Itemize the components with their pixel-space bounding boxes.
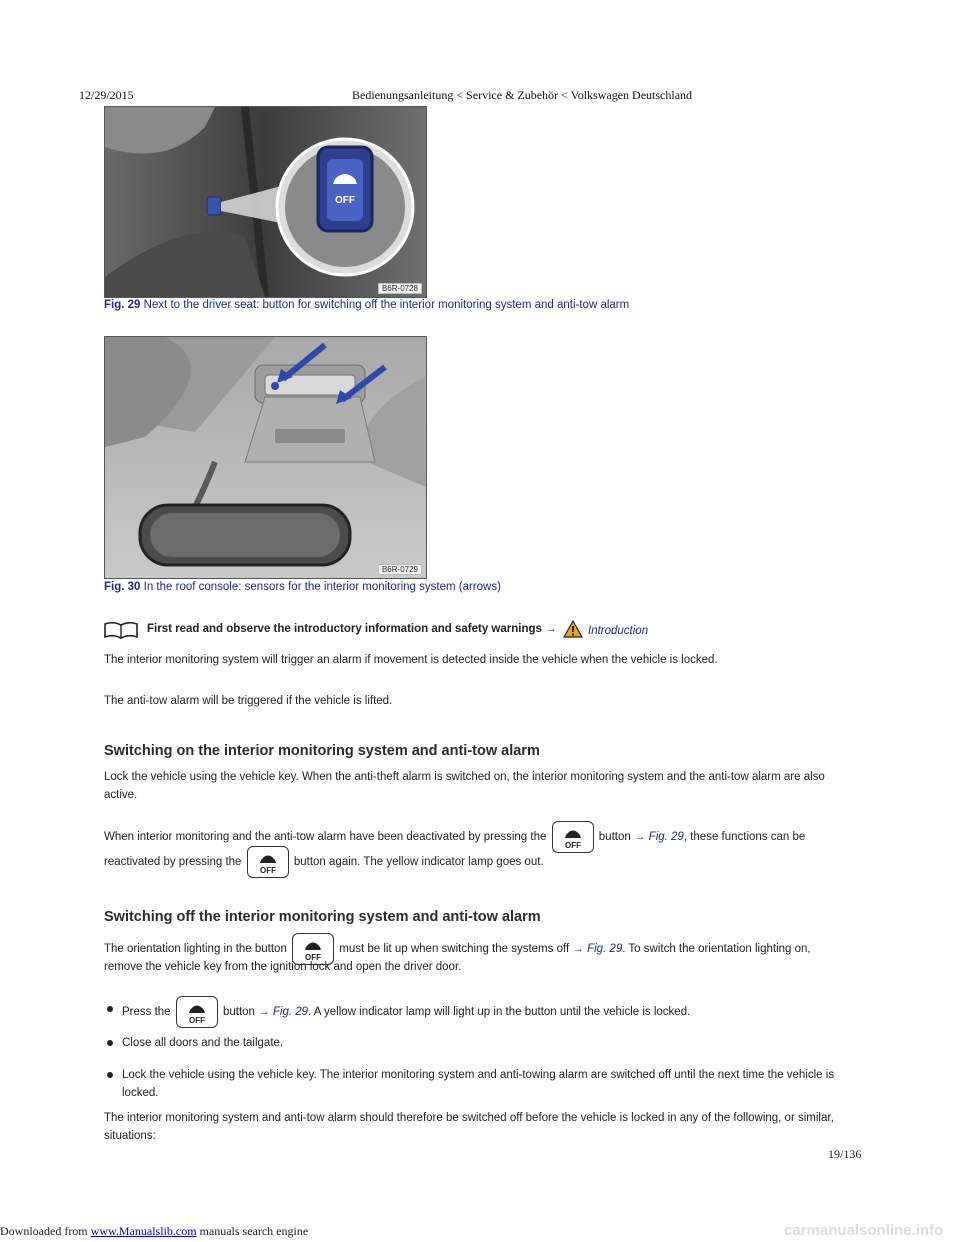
fig-29-link[interactable]: → Fig. 29 bbox=[258, 1006, 309, 1019]
text-segment: When interior monitoring and the anti-tow alarm have been deactivated by pressing the bbox=[104, 831, 547, 844]
footer-prefix: Downloaded from bbox=[0, 1224, 88, 1238]
text-segment: The orientation lighting in the button bbox=[104, 943, 287, 956]
paragraph-orientation-line2: remove the vehicle key from the ignition lock and open the driver door. bbox=[104, 961, 462, 973]
figure-30-label: Fig. 30 bbox=[104, 581, 141, 593]
bullet-lock-vehicle-2: locked. bbox=[122, 1087, 159, 1099]
bullet-close-doors: Close all doors and the tailgate. bbox=[122, 1037, 284, 1049]
text-segment: button bbox=[222, 1006, 255, 1019]
note-label: First read and observe the introductory information and safety warnings bbox=[147, 623, 542, 635]
off-button-icon-word: OFF bbox=[564, 841, 581, 850]
figure-29-button-word: OFF bbox=[335, 195, 355, 206]
watermark: carmanualsonline.info bbox=[784, 1222, 944, 1239]
bullet-dot bbox=[107, 1040, 113, 1046]
figure-29-label: Fig. 29 bbox=[104, 299, 141, 311]
figure-29-caption-text: Next to the driver seat: button for switching off the interior monitoring system and anti-tow alarm bbox=[143, 299, 630, 311]
figure-30-illustration bbox=[105, 337, 426, 578]
manualslib-link[interactable]: www.Manualslib.com bbox=[90, 1224, 197, 1238]
figure-29-illustration bbox=[105, 107, 426, 297]
header-title: Bedienungsanleitung < Service & Zubehör < Volkswagen Deutschland bbox=[352, 88, 693, 102]
figure-30-code: B6R-0729 bbox=[378, 564, 422, 575]
off-button-icon-word: OFF bbox=[188, 1016, 205, 1025]
fig-29-link[interactable]: → Fig. 29 bbox=[572, 943, 623, 956]
off-button-icon bbox=[552, 821, 594, 853]
footer-download-note bbox=[0, 1224, 308, 1239]
figure-30-caption bbox=[104, 581, 501, 593]
page-number: 19/136 bbox=[828, 1147, 862, 1161]
heading-switching-on: Switching on the interior monitoring system and anti-tow alarm bbox=[104, 743, 540, 759]
warning-icon bbox=[563, 620, 583, 643]
header-date: 12/29/2015 bbox=[79, 88, 134, 102]
text-segment: . To switch the orientation lighting on, bbox=[622, 943, 811, 956]
text-segment: button again. The yellow indicator lamp goes out. bbox=[293, 856, 544, 869]
off-button-icon-word: OFF bbox=[305, 953, 322, 962]
bullet-press-button bbox=[122, 996, 690, 1028]
footer-suffix: manuals search engine bbox=[199, 1224, 309, 1238]
text-segment: button bbox=[598, 831, 631, 844]
note-text bbox=[147, 620, 557, 638]
bullet-dot bbox=[107, 1006, 113, 1012]
off-button-icon-word: OFF bbox=[259, 866, 276, 875]
figure-29-code: B6R-0728 bbox=[378, 283, 422, 294]
fig-29-link[interactable]: → Fig. 29 bbox=[633, 831, 684, 844]
book-icon bbox=[103, 621, 139, 644]
text-segment: Press the bbox=[122, 1006, 171, 1019]
heading-switching-off: Switching off the interior monitoring system and anti-tow alarm bbox=[104, 909, 541, 925]
text-segment: , these functions can be bbox=[683, 831, 806, 844]
figure-30-caption-text: In the roof console: sensors for the interior monitoring system (arrows) bbox=[143, 581, 501, 593]
figure-29-caption bbox=[104, 299, 629, 311]
figure-30-image bbox=[104, 336, 427, 579]
introduction-link[interactable]: Introduction bbox=[588, 625, 649, 637]
paragraph-reactivate-line2 bbox=[104, 846, 544, 878]
paragraph-situations-1: The interior monitoring system and anti-tow alarm should therefore be switched off before the vehicle is locked in any of the following, or similar, bbox=[104, 1112, 834, 1124]
off-button-icon bbox=[247, 846, 289, 878]
paragraph-interior-monitoring: The interior monitoring system will trigger an alarm if movement is detected inside the vehicle when the vehicle is locked. bbox=[104, 654, 718, 666]
bullet-lock-vehicle-1: Lock the vehicle using the vehicle key. The interior monitoring system and anti-towing alarm are switched off until the next time the vehicle is bbox=[122, 1069, 835, 1081]
paragraph-anti-tow: The anti-tow alarm will be triggered if the vehicle is lifted. bbox=[104, 695, 393, 707]
text-segment: reactivated by pressing the bbox=[104, 856, 242, 869]
text-segment: must be lit up when switching the systems off bbox=[339, 943, 570, 956]
bullet-dot bbox=[107, 1072, 113, 1078]
note-arrow: → bbox=[545, 623, 557, 635]
text-segment: . A yellow indicator lamp will light up in the button until the vehicle is locked. bbox=[308, 1006, 691, 1019]
paragraph-lock-vehicle-1: Lock the vehicle using the vehicle key. When the anti-theft alarm is switched on, the interior monitoring system and the anti-tow alarm are also bbox=[104, 771, 825, 783]
figure-29-image bbox=[104, 106, 427, 298]
paragraph-lock-vehicle-2: active. bbox=[104, 789, 138, 801]
paragraph-situations-2: situations: bbox=[104, 1130, 156, 1142]
off-button-icon bbox=[176, 996, 218, 1028]
